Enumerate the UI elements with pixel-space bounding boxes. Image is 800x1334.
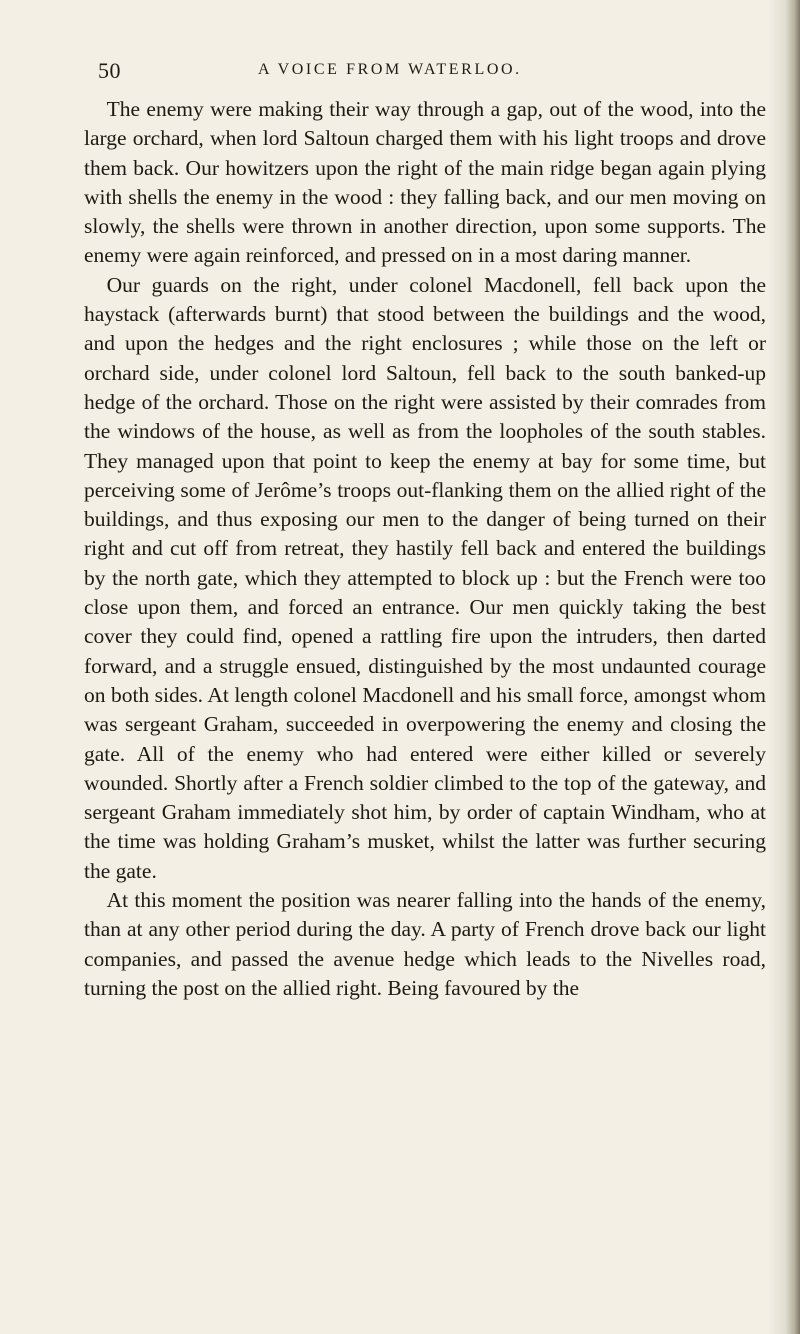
paragraph: Our guards on the right, under colonel Macdonell, fell back upon the haystack (afterwards burnt) that stood between the buildings and the wood, and upon the hedges and the right enclosures ; while those on the left or orchard side, under colonel lord Saltoun, fell back to the south banked-up hedge of the orchard. Those on the right were assisted by their comrades from the windows of the house, as well as from the loopholes of the south stables. They managed upon that point to keep the enemy at bay for some time, but perceiving some of Jerôme’s troops out-flanking them on the allied right of the buildings, and thus exposing our men to the danger of being turned on their right and cut off from retreat, they hastily fell back and entered the buildings by the north gate, which they attempted to block up : but the French were too close upon them, and forced an entrance. Our men quickly taking the best cover they could find, opened a rattling fire upon the intruders, then darted forward, and a struggle ensued, distinguished by the most undaunted courage on both sides. At length colonel Macdonell and his small force, amongst whom was sergeant Graham, succeeded in overpowering the enemy and closing the gate. All of the enemy who had entered were either killed or severely wounded. Shortly after a French soldier climbed to the top of the gateway, and sergeant Graham immediately shot him, by order of captain Windham, who at the time was holding Graham’s musket, whilst the latter was further securing the gate. [84,272,766,883]
paragraph: At this moment the position was nearer falling into the hands of the enemy, than at any other period during the day. A party of French drove back our light companies, and passed the avenue hedge which leads to the Nivelles road, turning the post on the allied right. Being favoured by the [84,888,766,1000]
paragraph: The enemy were making their way through a gap, out of the wood, into the large orchard, when lord Saltoun charged them with his light troops and drove them back. Our howitzers upon the right of the main ridge began again plying with shells the enemy in the wood : they falling back, and our men moving on slowly, the shells were thrown in another direction, upon some supports. The enemy were again reinforced, and pressed on in a most daring manner. [84,97,766,268]
body-text [84,95,766,1003]
page-edge-shadow [786,0,800,1334]
page-number: 50 [98,58,121,83]
running-title: A VOICE FROM WATERLOO. [258,61,522,78]
page-header [98,58,766,88]
